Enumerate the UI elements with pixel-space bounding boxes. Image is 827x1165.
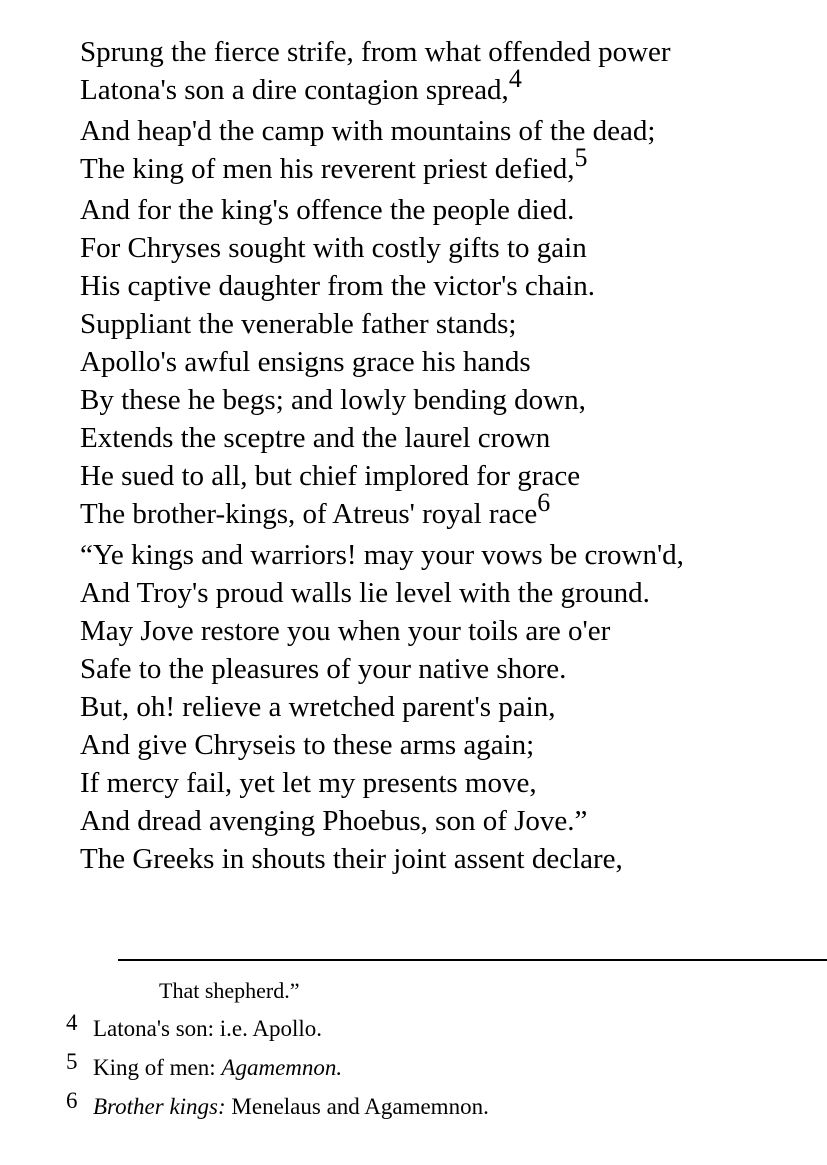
poem-line: The Greeks in shouts their joint assent declare,	[80, 843, 623, 875]
footnote-5	[66, 1049, 806, 1094]
poem-line: His captive daughter from the victor's chain.	[80, 270, 595, 302]
poem-line: For Chryses sought with costly gifts to gain	[80, 232, 587, 264]
poem-line: “Ye kings and warriors! may your vows be crown'd,	[80, 539, 684, 571]
footnote-4	[66, 1010, 806, 1055]
footnote-continuation: That shepherd.”	[159, 978, 300, 1003]
poem-line: If mercy fail, yet let my presents move,	[80, 767, 537, 799]
footnote-ref[interactable]: 4	[508, 64, 522, 93]
footnote-emphasis: Agamemnon.	[221, 1055, 343, 1080]
footnote-divider	[118, 959, 827, 961]
poem-line: He sued to all, but chief implored for grace	[80, 460, 581, 492]
poem-line: The king of men his reverent priest defied,5	[80, 143, 588, 185]
footnote-label: King of men:	[93, 1055, 222, 1080]
poem-line: Safe to the pleasures of your native shore.	[80, 653, 567, 685]
footnote-ref[interactable]: 5	[574, 143, 588, 172]
footnote-text: Latona's son: i.e. Apollo.	[93, 1016, 323, 1041]
footnotes	[66, 978, 806, 1133]
poem-text	[80, 38, 825, 883]
poem-line: Suppliant the venerable father stands;	[80, 308, 517, 340]
poem-line: By these he begs; and lowly bending down,	[80, 384, 586, 416]
footnote-text: Menelaus and Agamemnon.	[225, 1094, 489, 1119]
poem-line: Apollo's awful ensigns grace his hands	[80, 346, 531, 378]
footnote-number: 5	[66, 1049, 78, 1074]
poem-line: Sprung the fierce strife, from what offended power	[80, 36, 671, 68]
poem-line: And heap'd the camp with mountains of the dead;	[80, 115, 656, 147]
poem-line: The brother-kings, of Atreus' royal race6	[80, 488, 551, 530]
poem-line: Latona's son a dire contagion spread,4	[80, 64, 522, 106]
poem-line: And dread avenging Phoebus, son of Jove.”	[80, 805, 588, 837]
footnote-ref[interactable]: 6	[537, 488, 551, 517]
poem-line: Extends the sceptre and the laurel crown	[80, 422, 551, 454]
poem-line: And give Chryseis to these arms again;	[80, 729, 535, 761]
footnote-emphasis: Brother kings:	[93, 1094, 226, 1119]
poem-line: And Troy's proud walls lie level with the ground.	[80, 577, 650, 609]
footnote-number: 6	[66, 1088, 78, 1113]
poem-line: But, oh! relieve a wretched parent's pain,	[80, 691, 556, 723]
footnote-6	[66, 1088, 806, 1133]
poem-line: And for the king's offence the people died.	[80, 194, 575, 226]
poem-line: May Jove restore you when your toils are o'er	[80, 615, 611, 647]
footnote-number: 4	[66, 1010, 78, 1035]
